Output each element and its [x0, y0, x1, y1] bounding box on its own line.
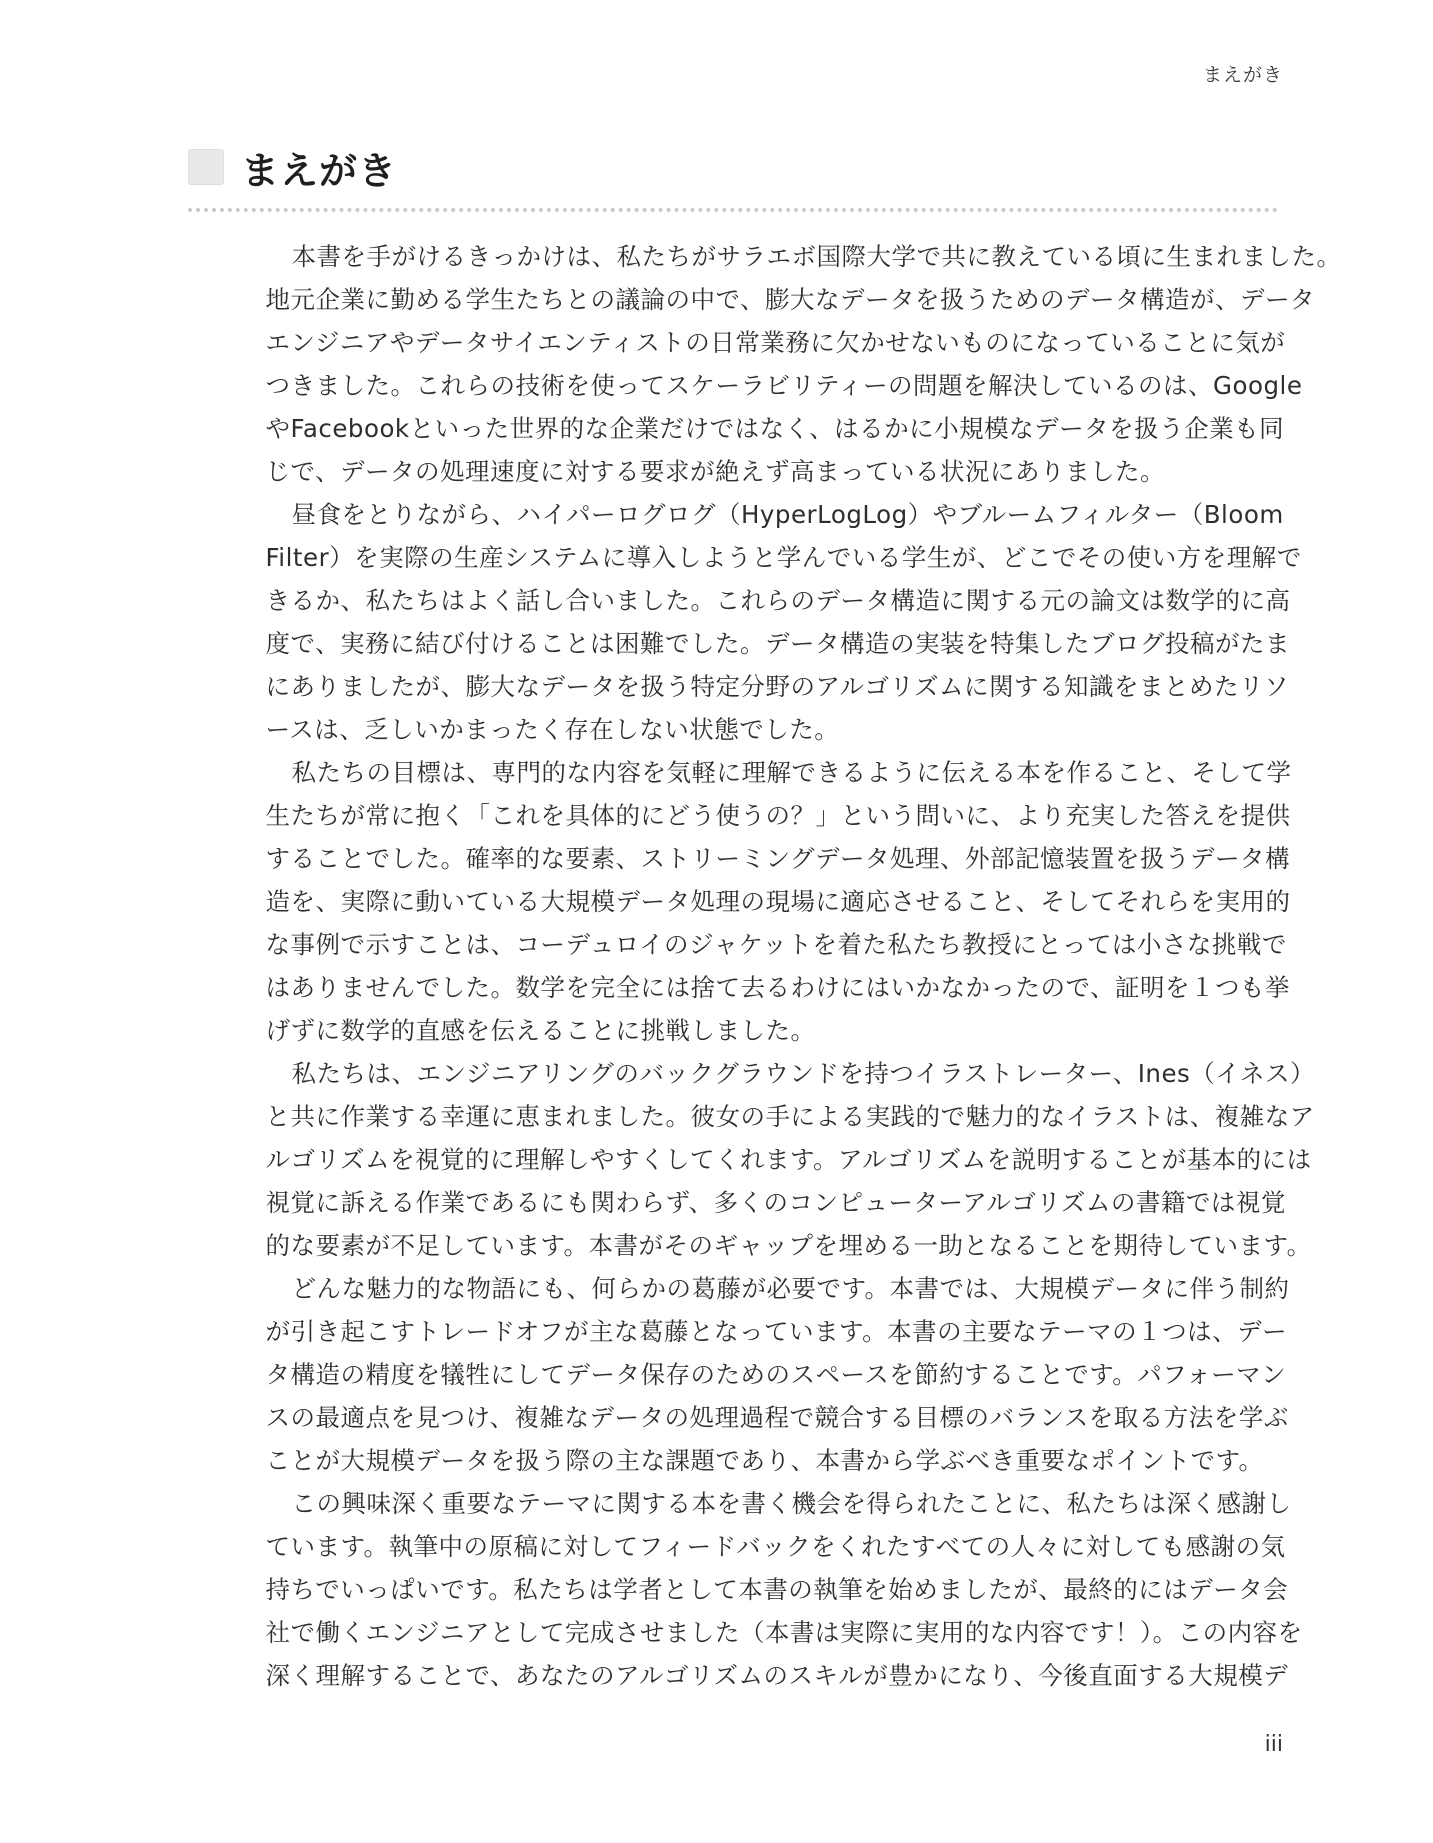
text-line: な事例で示すことは、コーデュロイのジャケットを着た私たち教授にとっては小さな挑戦で: [265, 930, 1287, 959]
text-line: 度で、実務に結び付けることは困難でした。データ構造の実装を特集したブログ投稿がたま: [265, 629, 1291, 658]
section-heading: [188, 142, 1278, 212]
text-line: エンジニアやデータサイエンティストの日常業務に欠かせないものになっていることに気が: [265, 328, 1286, 357]
text-line: やFacebookといった世界的な企業だけではなく、はるかに小規模なデータを扱う企業も同: [265, 414, 1285, 443]
dotted-divider: [188, 208, 1278, 212]
text-line: 的な要素が不足しています。本書がそのギャップを埋める一助となることを期待しています。: [265, 1231, 1312, 1260]
text-line: が引き起こすトレードオフが主な葛藤となっています。本書の主要なテーマの１つは、デー: [265, 1317, 1288, 1346]
text-line: 昼食をとりながら、ハイパーログログ（HyperLogLog）やブルームフィルター（Bloom: [291, 500, 1284, 529]
text-line: どんな魅力的な物語にも、何らかの葛藤が必要です。本書では、大規模データに伴う制約: [291, 1274, 1290, 1303]
text-line: 地元企業に勤める学生たちとの議論の中で、膨大なデータを扱うためのデータ構造が、データ: [265, 285, 1316, 314]
heading-square-icon: [188, 149, 224, 185]
text-line: じで、データの処理速度に対する要求が絶えず高まっている状況にありました。: [265, 457, 1166, 486]
text-line: にありましたが、膨大なデータを扱う特定分野のアルゴリズムに関する知識をまとめたリソ: [265, 672, 1290, 701]
text-line: 視覚に訴える作業であるにも関わらず、多くのコンピューターアルゴリズムの書籍では視覚: [265, 1188, 1286, 1217]
text-line: 持ちでいっぱいです。私たちは学者として本書の執筆を始めましたが、最終的にはデータ会: [265, 1575, 1289, 1604]
text-line: することでした。確率的な要素、ストリーミングデータ処理、外部記憶装置を扱うデータ構: [265, 844, 1291, 873]
text-line: はありませんでした。数学を完全には捨て去るわけにはいかなかったので、証明を１つも挙: [265, 973, 1291, 1002]
body-text: [241, 235, 1342, 1697]
paragraph-6: [241, 1482, 1303, 1697]
text-line: ルゴリズムを視覚的に理解しやすくしてくれます。アルゴリズムを説明することが基本的には: [265, 1145, 1312, 1174]
text-line: タ構造の精度を犠牲にしてデータ保存のためのスペースを節約することです。パフォーマン: [265, 1360, 1287, 1389]
text-line: きるか、私たちはよく話し合いました。これらのデータ構造に関する元の論文は数学的に高: [265, 586, 1291, 615]
text-line: 本書を手がけるきっかけは、私たちがサラエボ国際大学で共に教えている頃に生まれました。: [291, 242, 1342, 271]
text-line: つきました。これらの技術を使ってスケーラビリティーの問題を解決しているのは、Google: [265, 371, 1303, 400]
text-line: と共に作業する幸運に恵まれました。彼女の手による実践的で魅力的なイラストは、複雑なア: [265, 1102, 1315, 1131]
page-number: iii: [1264, 1732, 1283, 1757]
text-line: この興味深く重要なテーマに関する本を書く機会を得られたことに、私たちは深く感謝し: [291, 1489, 1292, 1518]
text-line: ています。執筆中の原稿に対してフィードバックをくれたすべての人々に対しても感謝の気: [265, 1532, 1286, 1561]
text-line: 深く理解することで、あなたのアルゴリズムのスキルが豊かになり、今後直面する大規模デ: [265, 1661, 1289, 1690]
text-line: 社で働くエンジニアとして完成させました（本書は実際に実用的な内容です！）。この内容を: [265, 1618, 1303, 1647]
paragraph-5: [241, 1267, 1290, 1482]
text-line: 私たちは、エンジニアリングのバックグラウンドを持つイラストレーター、Ines（イネス）: [291, 1059, 1316, 1088]
text-line: Filter）を実際の生産システムに導入しようと学んでいる学生が、どこでその使い方を理解で: [265, 543, 1302, 572]
text-line: ースは、乏しいかまったく存在しない状態でした。: [265, 715, 840, 744]
paragraph-1: [241, 235, 1342, 493]
text-line: スの最適点を見つけ、複雑なデータの処理過程で競合する目標のバランスを取る方法を学ぶ: [265, 1403, 1289, 1432]
paragraph-3: [241, 751, 1292, 1052]
text-line: げずに数学的直感を伝えることに挑戦しました。: [265, 1016, 816, 1045]
title-row: [188, 142, 1278, 192]
running-header: まえがき: [1202, 64, 1283, 86]
page-title: まえがき: [241, 148, 398, 193]
paragraph-4: [241, 1052, 1316, 1267]
text-line: ことが大規模データを扱う際の主な課題であり、本書から学ぶべき重要なポイントです。: [265, 1446, 1264, 1475]
text-line: 私たちの目標は、専門的な内容を気軽に理解できるように伝える本を作ること、そして学: [291, 758, 1292, 787]
text-line: 造を、実際に動いている大規模データ処理の現場に適応させること、そしてそれらを実用的: [265, 887, 1291, 916]
text-line: 生たちが常に抱く「これを具体的にどう使うの？」という問いに、より充実した答えを提供: [265, 801, 1291, 830]
paragraph-2: [241, 493, 1302, 751]
